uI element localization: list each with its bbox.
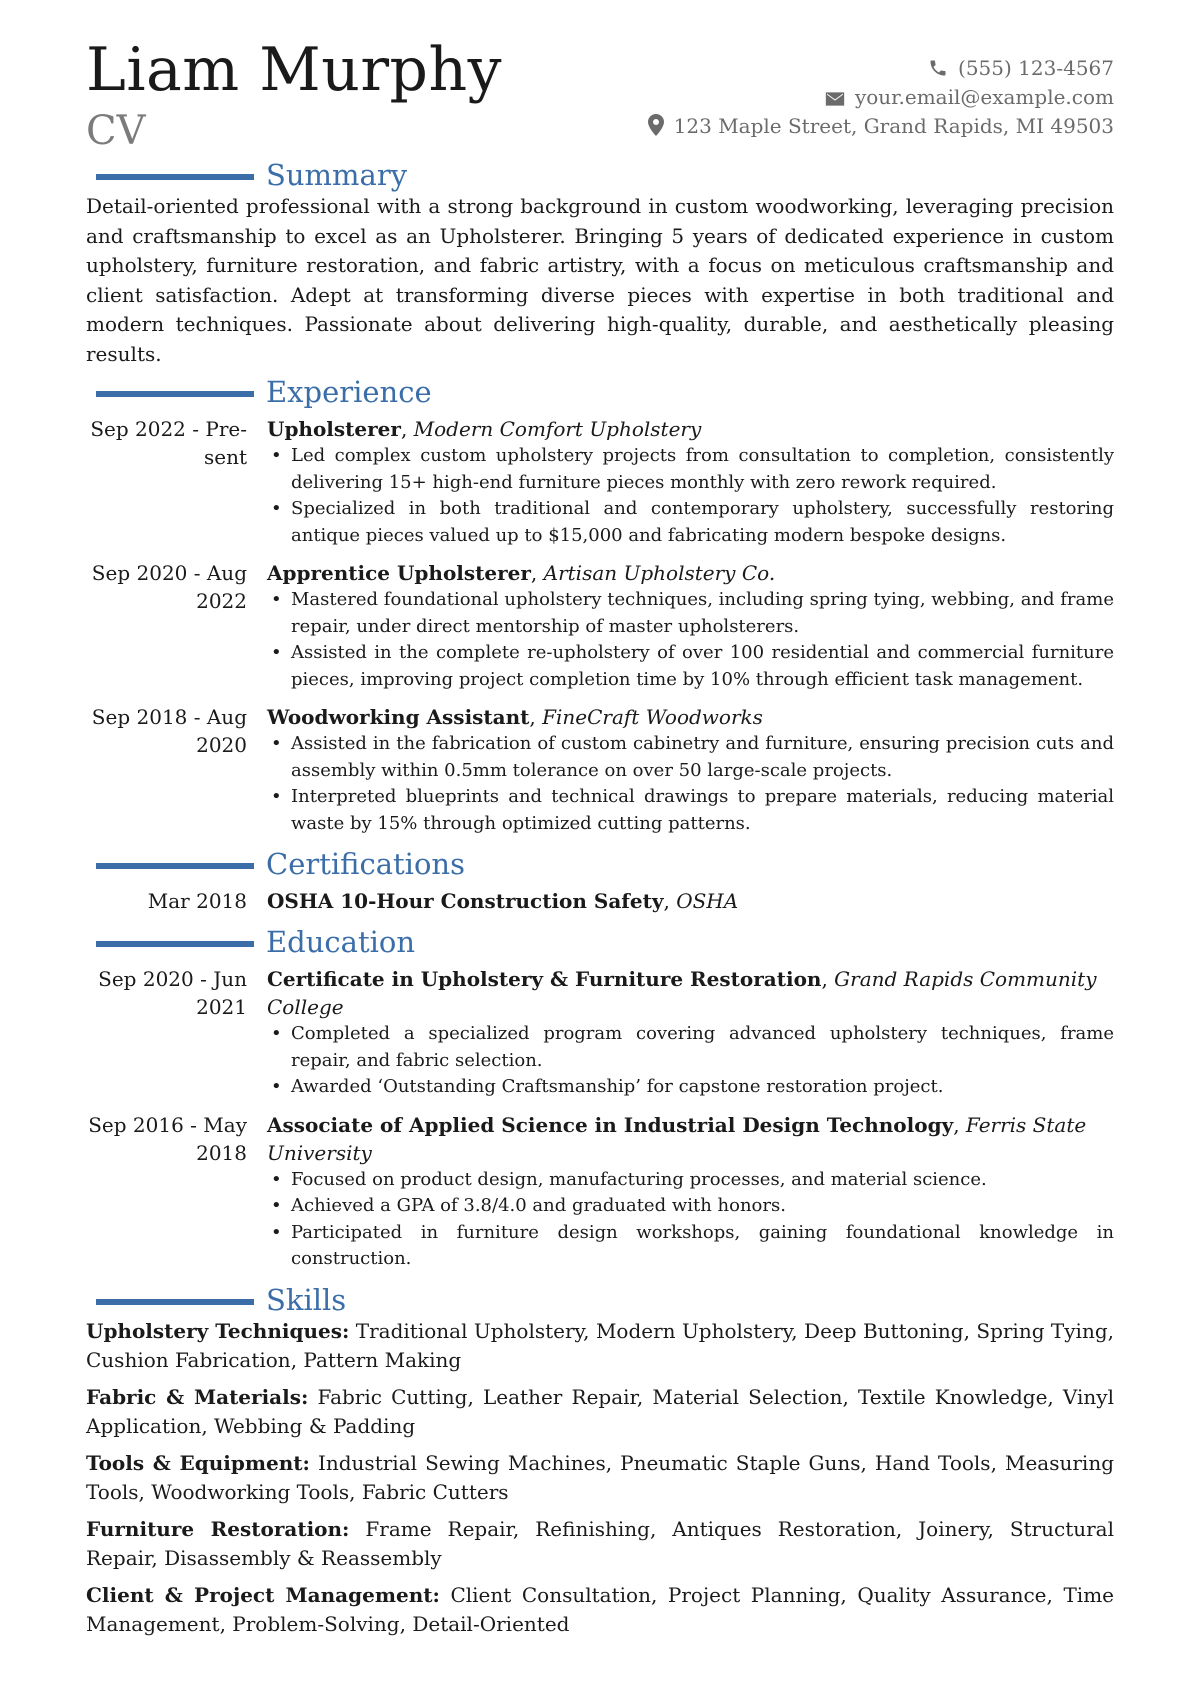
- skills-heading: Skills: [266, 1282, 347, 1317]
- skill-label: Tools & Equipment:: [86, 1450, 310, 1475]
- skills-section: [86, 1283, 1114, 1639]
- section-rule: [96, 863, 254, 869]
- section-rule: [96, 1299, 254, 1305]
- certification-entry: [86, 887, 1114, 915]
- skill-group: [86, 1581, 1114, 1639]
- entry-title-line: Certificate in Upholstery & Furniture Restoration, Grand Rapids Community College: [267, 967, 1097, 1019]
- skill-items: Client Consultation, Project Planning, Quality Assurance, Time Management, Problem-Solving, Detail-Oriented: [86, 1582, 1114, 1636]
- phone-icon: [928, 58, 948, 78]
- section-heading: [86, 925, 1114, 959]
- list-item: • Mastered foundational upholstery techniques, including spring tying, webbing, and frame repair, under direct mentorship of master upholsterers.: [267, 587, 1114, 640]
- entry-bullets: [267, 1167, 1114, 1273]
- entry-title: Apprentice Upholsterer: [267, 561, 531, 585]
- entry-org: Ferris State University: [267, 1112, 1087, 1165]
- section-heading: [86, 847, 1114, 881]
- entry-org: Artisan Upholstery Co.: [543, 561, 776, 585]
- education-entry: [86, 965, 1114, 1101]
- skill-group: [86, 1317, 1114, 1375]
- section-heading: [86, 1283, 1114, 1317]
- skill-label: Upholstery Techniques:: [86, 1318, 350, 1343]
- email-text: your.email@example.com: [854, 85, 1114, 109]
- list-item: • Completed a specialized program covering advanced upholstery techniques, frame repair, and fabric selection.: [267, 1021, 1114, 1074]
- entry-title-line: Apprentice Upholsterer, Artisan Upholstery Co.: [267, 561, 776, 585]
- cv-header: [86, 0, 1114, 158]
- certifications-heading: Certifications: [266, 847, 465, 881]
- experience-entry: [86, 415, 1114, 549]
- envelope-icon: [825, 91, 845, 107]
- summary-text: Detail-oriented professional with a strong background in custom woodworking, leveraging precision and craftsmanship to excel as an Upholsterer. Bringing 5 years of dedicated experience in custom upholstery, furniture restoration, and fabric artistry, with a focus on meticulous craftsmanship and client satisfaction. Adept at transforming diverse pieces with expertise in both traditional and modern techniques. Passionate about delivering high-quality, durable, and aesthetically pleasing results.: [86, 194, 1114, 366]
- list-item: • Assisted in the fabrication of custom cabinetry and furniture, ensuring precision cuts and assembly within 0.5mm tolerance on over 50 large-scale projects.: [267, 731, 1114, 784]
- entry-bullets: [267, 587, 1114, 693]
- experience-heading: Experience: [266, 375, 432, 409]
- entry-date: Sep 2020 - Jun 2021: [98, 967, 247, 1019]
- contact-email[interactable]: [648, 83, 1114, 112]
- education-entry: [86, 1111, 1114, 1273]
- entry-org: OSHA: [676, 889, 739, 913]
- summary-heading: Summary: [266, 158, 408, 192]
- entry-date: Sep 2022 - Present: [90, 417, 247, 469]
- entry-title-line: Associate of Applied Science in Industrial Design Technology, Ferris State University: [267, 1112, 1087, 1165]
- skill-items: Fabric Cutting, Leather Repair, Material Selection, Textile Knowledge, Vinyl Application, Webbing & Padding: [86, 1384, 1114, 1438]
- entry-bullets: [267, 1021, 1114, 1101]
- cv-page: [86, 0, 1114, 1647]
- list-item: • Interpreted blueprints and technical drawings to prepare materials, reducing material waste by 15% through optimized cutting patterns.: [267, 784, 1114, 837]
- entry-title: Woodworking Assistant: [267, 705, 530, 729]
- entry-org: Grand Rapids Community College: [267, 967, 1097, 1019]
- entry-title-line: Woodworking Assistant, FineCraft Woodworks: [267, 705, 763, 729]
- contact-address: [648, 112, 1114, 141]
- experience-section: [86, 375, 1114, 837]
- entry-title: Upholsterer: [267, 417, 401, 441]
- list-item: • Specialized in both traditional and contemporary upholstery, successfully restoring antique pieces valued up to $15,000 and fabricating modern bespoke designs.: [267, 496, 1114, 549]
- certifications-section: [86, 847, 1114, 915]
- person-name: Liam Murphy: [86, 35, 502, 105]
- phone-text: (555) 123-4567: [958, 56, 1114, 80]
- list-item: • Achieved a GPA of 3.8/4.0 and graduated with honors.: [267, 1193, 1114, 1220]
- entry-date: Sep 2016 - May 2018: [88, 1112, 247, 1165]
- entry-bullets: [267, 443, 1114, 549]
- contact-phone[interactable]: [648, 54, 1114, 83]
- section-heading: [86, 375, 1114, 409]
- section-rule: [96, 174, 254, 180]
- list-item: • Focused on product design, manufacturing processes, and material science.: [267, 1167, 1114, 1194]
- skill-items: Industrial Sewing Machines, Pneumatic Staple Guns, Hand Tools, Measuring Tools, Woodworking Tools, Fabric Cutters: [86, 1450, 1114, 1504]
- summary-section: [86, 158, 1114, 369]
- experience-entry: [86, 559, 1114, 693]
- education-section: [86, 925, 1114, 1273]
- skill-label: Fabric & Materials:: [86, 1384, 309, 1409]
- entry-title-line: Upholsterer, Modern Comfort Upholstery: [267, 417, 702, 441]
- skill-items: Frame Repair, Refinishing, Antiques Restoration, Joinery, Structural Repair, Disassembly & Reassembly: [86, 1516, 1114, 1570]
- education-heading: Education: [266, 925, 416, 959]
- entry-org: Modern Comfort Upholstery: [413, 417, 702, 441]
- list-item: • Awarded ‘Outstanding Craftsmanship’ for capstone restoration project.: [267, 1074, 1114, 1101]
- entry-date: Mar 2018: [147, 889, 247, 913]
- address-text: 123 Maple Street, Grand Rapids, MI 49503: [673, 114, 1114, 138]
- map-marker-icon: [648, 114, 664, 136]
- entry-org: FineCraft Woodworks: [542, 705, 763, 729]
- skill-items: Traditional Upholstery, Modern Upholstery, Deep Buttoning, Spring Tying, Cushion Fabrication, Pattern Making: [86, 1318, 1114, 1372]
- skill-group: [86, 1449, 1114, 1507]
- skill-label: Client & Project Management:: [86, 1582, 440, 1607]
- skill-group: [86, 1383, 1114, 1441]
- entry-title: OSHA 10-Hour Construction Safety: [267, 889, 664, 913]
- list-item: • Led complex custom upholstery projects from consultation to completion, consistently delivering 15+ high-end furniture pieces monthly with zero rework required.: [267, 443, 1114, 496]
- section-rule: [96, 941, 254, 947]
- entry-bullets: [267, 731, 1114, 837]
- skill-label: Furniture Restoration:: [86, 1516, 350, 1541]
- experience-entry: [86, 703, 1114, 837]
- section-heading: [86, 158, 1114, 192]
- entry-date: Sep 2020 - Aug 2022: [91, 561, 247, 613]
- section-rule: [96, 391, 254, 397]
- list-item: • Assisted in the complete re-upholstery of over 100 residential and commercial furniture pieces, improving project completion time by 10% through efficient task management.: [267, 640, 1114, 693]
- entry-title: Certificate in Upholstery & Furniture Restoration: [267, 967, 822, 991]
- document-subtitle: CV: [86, 108, 146, 154]
- entry-date: Sep 2018 - Aug 2020: [91, 705, 247, 757]
- skill-group: [86, 1515, 1114, 1573]
- contact-block: [648, 54, 1114, 141]
- list-item: • Participated in furniture design workshops, gaining foundational knowledge in construction.: [267, 1220, 1114, 1273]
- entry-title-line: OSHA 10-Hour Construction Safety, OSHA: [267, 889, 739, 913]
- entry-title: Associate of Applied Science in Industrial Design Technology: [267, 1112, 954, 1137]
